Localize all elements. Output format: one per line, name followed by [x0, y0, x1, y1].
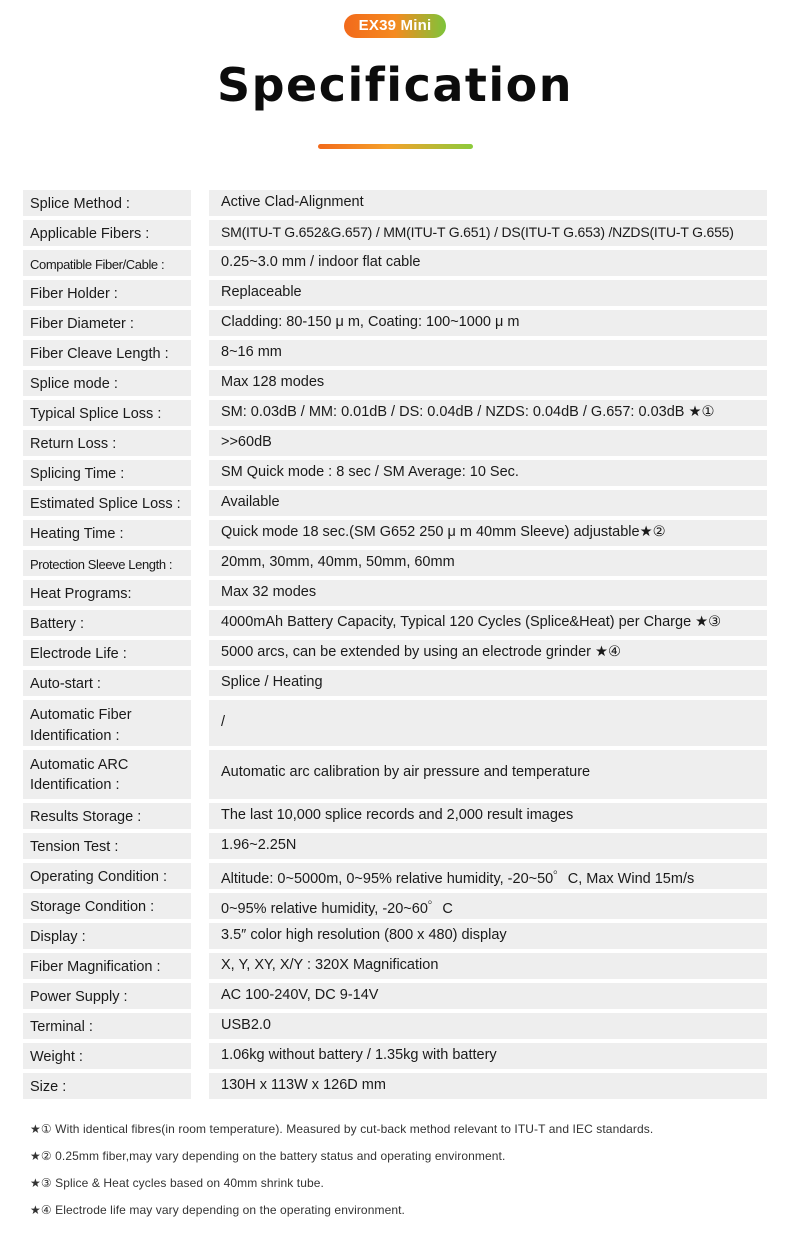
spec-row [23, 863, 767, 889]
spec-row [23, 580, 767, 606]
spec-label: Fiber Holder : [23, 280, 191, 306]
spec-label: Splice Method : [23, 190, 191, 216]
spec-label: Heat Programs: [23, 580, 191, 606]
spec-label: Battery : [23, 610, 191, 636]
spec-value: Max 128 modes [209, 370, 767, 396]
spec-row [23, 923, 767, 949]
spec-row [23, 1073, 767, 1099]
spec-label: Heating Time : [23, 520, 191, 546]
spec-value: >>60dB [209, 430, 767, 456]
spec-label: Electrode Life : [23, 640, 191, 666]
spec-value: X, Y, XY, X/Y : 320X Magnification [209, 953, 767, 979]
spec-label: Estimated Splice Loss : [23, 490, 191, 516]
spec-label: Compatible Fiber/Cable : [23, 250, 191, 276]
spec-row [23, 520, 767, 546]
spec-row [23, 1013, 767, 1039]
spec-label: Protection Sleeve Length : [23, 550, 191, 576]
spec-row [23, 833, 767, 859]
spec-row [23, 750, 767, 799]
spec-row [23, 430, 767, 456]
spec-row [23, 1043, 767, 1069]
spec-value: 1.06kg without battery / 1.35kg with battery [209, 1043, 767, 1069]
spec-label: Return Loss : [23, 430, 191, 456]
spec-value: Splice / Heating [209, 670, 767, 696]
spec-value: Available [209, 490, 767, 516]
spec-value: SM Quick mode : 8 sec / SM Average: 10 Sec. [209, 460, 767, 486]
spec-value: 0.25~3.0 mm / indoor flat cable [209, 250, 767, 276]
spec-value: SM(ITU-T G.652&G.657) / MM(ITU-T G.651) / DS(ITU-T G.653) /NZDS(ITU-T G.655) [209, 220, 767, 246]
spec-row [23, 460, 767, 486]
spec-row [23, 250, 767, 276]
spec-label: Weight : [23, 1043, 191, 1069]
spec-value: 8~16 mm [209, 340, 767, 366]
spec-label: Fiber Magnification : [23, 953, 191, 979]
footnote: ★① With identical fibres(in room temperature). Measured by cut-back method relevant to ITU-T and IEC standards. [30, 1122, 654, 1136]
spec-row [23, 610, 767, 636]
spec-value: 4000mAh Battery Capacity, Typical 120 Cycles (Splice&Heat) per Charge ★③ [209, 610, 767, 636]
spec-value: 5000 arcs, can be extended by using an electrode grinder ★④ [209, 640, 767, 666]
spec-value: Replaceable [209, 280, 767, 306]
spec-value: 3.5″ color high resolution (800 x 480) display [209, 923, 767, 949]
spec-row [23, 490, 767, 516]
spec-value: SM: 0.03dB / MM: 0.01dB / DS: 0.04dB / NZDS: 0.04dB / G.657: 0.03dB ★① [209, 400, 767, 426]
spec-row [23, 953, 767, 979]
spec-value: 130H x 113W x 126D mm [209, 1073, 767, 1099]
spec-label: Splice mode : [23, 370, 191, 396]
spec-row [23, 640, 767, 666]
spec-label: Automatic Fiber Identification : [23, 700, 191, 746]
spec-label: Fiber Diameter : [23, 310, 191, 336]
spec-label: Storage Condition : [23, 893, 191, 919]
title-underline [318, 144, 473, 149]
spec-value: Max 32 modes [209, 580, 767, 606]
spec-label: Terminal : [23, 1013, 191, 1039]
spec-row [23, 700, 767, 746]
spec-label: Typical Splice Loss : [23, 400, 191, 426]
badge-container [0, 14, 790, 38]
spec-row [23, 370, 767, 396]
spec-value: Automatic arc calibration by air pressure and temperature [209, 750, 767, 799]
spec-label: Auto-start : [23, 670, 191, 696]
spec-value: 20mm, 30mm, 40mm, 50mm, 60mm [209, 550, 767, 576]
footnote: ★③ Splice & Heat cycles based on 40mm shrink tube. [30, 1176, 324, 1190]
spec-label: Display : [23, 923, 191, 949]
spec-value: Cladding: 80-150 μ m, Coating: 100~1000 μ m [209, 310, 767, 336]
spec-table [23, 190, 767, 1103]
spec-label: Size : [23, 1073, 191, 1099]
spec-value: Active Clad-Alignment [209, 190, 767, 216]
model-badge: EX39 Mini [344, 14, 447, 38]
spec-label: Power Supply : [23, 983, 191, 1009]
spec-row [23, 983, 767, 1009]
spec-label: Tension Test : [23, 833, 191, 859]
spec-row [23, 550, 767, 576]
spec-value: / [209, 700, 767, 746]
spec-label: Operating Condition : [23, 863, 191, 889]
spec-label: Splicing Time : [23, 460, 191, 486]
spec-row [23, 190, 767, 216]
spec-value: USB2.0 [209, 1013, 767, 1039]
spec-label: Applicable Fibers : [23, 220, 191, 246]
spec-value: 1.96~2.25N [209, 833, 767, 859]
page-title: Specification [217, 58, 573, 112]
spec-value: 0~95% relative humidity, -20~60゜C [209, 893, 767, 919]
spec-row [23, 340, 767, 366]
spec-label: Fiber Cleave Length : [23, 340, 191, 366]
spec-value: The last 10,000 splice records and 2,000 result images [209, 803, 767, 829]
footnotes [30, 1122, 770, 1230]
spec-row [23, 220, 767, 246]
spec-row [23, 400, 767, 426]
spec-row [23, 310, 767, 336]
spec-label: Automatic ARC Identification : [23, 750, 191, 799]
spec-label: Results Storage : [23, 803, 191, 829]
spec-value: AC 100-240V, DC 9-14V [209, 983, 767, 1009]
spec-row [23, 893, 767, 919]
spec-row [23, 670, 767, 696]
footnote: ★② 0.25mm fiber,may vary depending on the battery status and operating environment. [30, 1149, 506, 1163]
footnote: ★④ Electrode life may vary depending on the operating environment. [30, 1203, 405, 1217]
spec-row [23, 803, 767, 829]
spec-row [23, 280, 767, 306]
spec-value: Altitude: 0~5000m, 0~95% relative humidity, -20~50゜C, Max Wind 15m/s [209, 863, 767, 889]
spec-value: Quick mode 18 sec.(SM G652 250 μ m 40mm Sleeve) adjustable★② [209, 520, 767, 546]
